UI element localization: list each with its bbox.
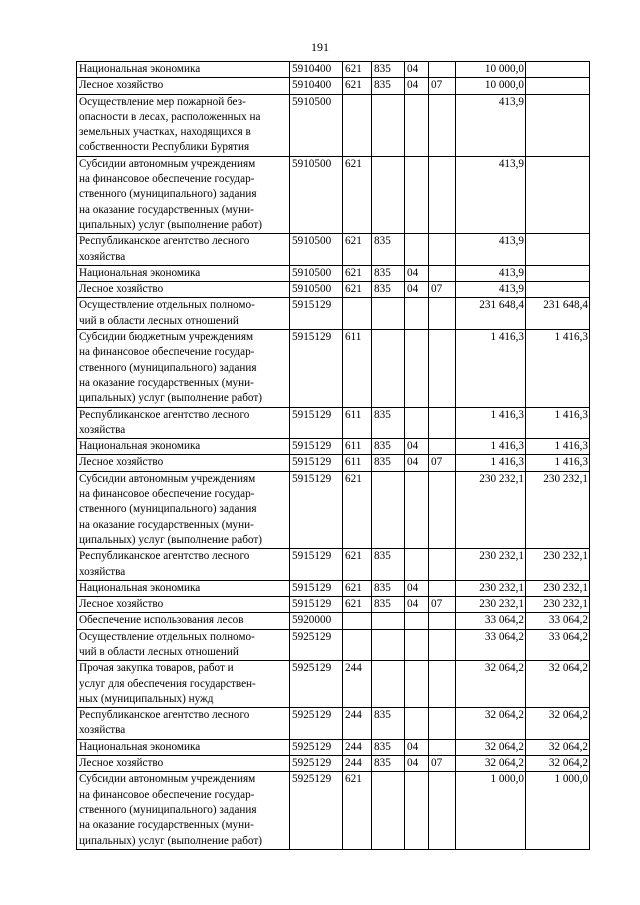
admin-code-cell: 835 bbox=[372, 62, 405, 78]
amount-subvention-cell: 32 064,2 bbox=[526, 708, 590, 740]
subsection-cell bbox=[429, 156, 456, 233]
amount-cell: 230 232,1 bbox=[456, 471, 526, 548]
table-row bbox=[77, 708, 590, 740]
subsection-cell bbox=[429, 407, 456, 439]
amount-cell: 230 232,1 bbox=[456, 580, 526, 596]
row-name-cell: Обеспечение использования лесов bbox=[77, 613, 290, 629]
target-article-cell: 5925129 bbox=[290, 772, 343, 849]
admin-code-cell: 835 bbox=[372, 455, 405, 471]
expense-type-cell: 621 bbox=[343, 78, 372, 94]
admin-code-cell bbox=[372, 613, 405, 629]
target-article-cell: 5915129 bbox=[290, 549, 343, 581]
target-article-cell: 5915129 bbox=[290, 471, 343, 548]
table-row bbox=[77, 629, 590, 661]
target-article-cell: 5915129 bbox=[290, 330, 343, 407]
subsection-cell bbox=[429, 629, 456, 661]
expense-type-cell: 621 bbox=[343, 597, 372, 613]
expense-type-cell bbox=[343, 298, 372, 330]
table-body bbox=[77, 62, 590, 850]
subsection-cell bbox=[429, 708, 456, 740]
expense-type-cell: 621 bbox=[343, 156, 372, 233]
amount-subvention-cell: 1 416,3 bbox=[526, 407, 590, 439]
target-article-cell: 5910400 bbox=[290, 78, 343, 94]
amount-cell: 1 416,3 bbox=[456, 439, 526, 455]
section-cell bbox=[405, 708, 429, 740]
target-article-cell: 5925129 bbox=[290, 739, 343, 755]
admin-code-cell: 835 bbox=[372, 756, 405, 772]
expense-type-cell bbox=[343, 613, 372, 629]
section-cell: 04 bbox=[405, 739, 429, 755]
target-article-cell: 5910500 bbox=[290, 156, 343, 233]
amount-subvention-cell: 230 232,1 bbox=[526, 597, 590, 613]
subsection-cell bbox=[429, 661, 456, 708]
admin-code-cell bbox=[372, 298, 405, 330]
subsection-cell bbox=[429, 234, 456, 266]
table-row bbox=[77, 265, 590, 281]
table-row bbox=[77, 661, 590, 708]
amount-cell: 413,9 bbox=[456, 265, 526, 281]
row-name-cell: Лесное хозяйство bbox=[77, 597, 290, 613]
row-name-cell: Лесное хозяйство bbox=[77, 282, 290, 298]
table-row bbox=[77, 330, 590, 407]
section-cell: 04 bbox=[405, 756, 429, 772]
row-name-cell: Лесное хозяйство bbox=[77, 756, 290, 772]
admin-code-cell: 835 bbox=[372, 439, 405, 455]
amount-cell: 1 416,3 bbox=[456, 330, 526, 407]
amount-subvention-cell: 1 000,0 bbox=[526, 772, 590, 849]
section-cell bbox=[405, 156, 429, 233]
amount-subvention-cell: 1 416,3 bbox=[526, 330, 590, 407]
admin-code-cell bbox=[372, 94, 405, 156]
target-article-cell: 5920000 bbox=[290, 613, 343, 629]
amount-cell: 413,9 bbox=[456, 282, 526, 298]
table-row bbox=[77, 78, 590, 94]
admin-code-cell bbox=[372, 772, 405, 849]
target-article-cell: 5915129 bbox=[290, 455, 343, 471]
section-cell bbox=[405, 298, 429, 330]
expense-type-cell: 621 bbox=[343, 265, 372, 281]
row-name-cell: Национальная экономика bbox=[77, 265, 290, 281]
row-name-cell: Национальная экономика bbox=[77, 580, 290, 596]
expense-type-cell: 611 bbox=[343, 330, 372, 407]
row-name-cell: Осуществление отдельных полномо- чий в области лесных отношений bbox=[77, 298, 290, 330]
admin-code-cell: 835 bbox=[372, 78, 405, 94]
section-cell: 04 bbox=[405, 455, 429, 471]
amount-cell: 230 232,1 bbox=[456, 597, 526, 613]
admin-code-cell bbox=[372, 471, 405, 548]
amount-cell: 231 648,4 bbox=[456, 298, 526, 330]
admin-code-cell bbox=[372, 629, 405, 661]
amount-subvention-cell: 33 064,2 bbox=[526, 629, 590, 661]
table-row bbox=[77, 471, 590, 548]
section-cell bbox=[405, 407, 429, 439]
target-article-cell: 5910500 bbox=[290, 282, 343, 298]
row-name-cell: Субсидии автономным учреждениям на финансовое обеспечение государ- ственного (муниципального) задания на оказание государственных (муни- ципальных) услуг (выполнение работ) bbox=[77, 156, 290, 233]
table-row bbox=[77, 549, 590, 581]
expense-type-cell: 244 bbox=[343, 739, 372, 755]
expense-type-cell bbox=[343, 94, 372, 156]
subsection-cell: 07 bbox=[429, 756, 456, 772]
row-name-cell: Республиканское агентство лесного хозяйства bbox=[77, 407, 290, 439]
row-name-cell: Национальная экономика bbox=[77, 62, 290, 78]
table-row bbox=[77, 282, 590, 298]
amount-cell: 32 064,2 bbox=[456, 756, 526, 772]
table-row bbox=[77, 756, 590, 772]
section-cell: 04 bbox=[405, 597, 429, 613]
budget-table bbox=[76, 61, 590, 850]
admin-code-cell: 835 bbox=[372, 234, 405, 266]
admin-code-cell bbox=[372, 330, 405, 407]
amount-subvention-cell: 33 064,2 bbox=[526, 613, 590, 629]
section-cell bbox=[405, 629, 429, 661]
row-name-cell: Лесное хозяйство bbox=[77, 78, 290, 94]
amount-subvention-cell: 32 064,2 bbox=[526, 661, 590, 708]
amount-subvention-cell bbox=[526, 234, 590, 266]
admin-code-cell: 835 bbox=[372, 265, 405, 281]
expense-type-cell: 621 bbox=[343, 471, 372, 548]
table-row bbox=[77, 439, 590, 455]
amount-subvention-cell: 231 648,4 bbox=[526, 298, 590, 330]
target-article-cell: 5925129 bbox=[290, 629, 343, 661]
table-row bbox=[77, 94, 590, 156]
row-name-cell: Осуществление мер пожарной без- опасности в лесах, расположенных на земельных участках, находящихся в собственности Республики Бурятия bbox=[77, 94, 290, 156]
section-cell bbox=[405, 772, 429, 849]
subsection-cell bbox=[429, 739, 456, 755]
amount-cell: 10 000,0 bbox=[456, 62, 526, 78]
amount-cell: 32 064,2 bbox=[456, 708, 526, 740]
amount-subvention-cell bbox=[526, 94, 590, 156]
table-row bbox=[77, 739, 590, 755]
subsection-cell bbox=[429, 613, 456, 629]
amount-cell: 413,9 bbox=[456, 94, 526, 156]
amount-subvention-cell bbox=[526, 282, 590, 298]
target-article-cell: 5910500 bbox=[290, 265, 343, 281]
row-name-cell: Субсидии бюджетным учреждениям на финансовое обеспечение государ- ственного (муниципального) задания на оказание государственных (муни- ципальных) услуг (выполнение работ) bbox=[77, 330, 290, 407]
amount-cell: 1 416,3 bbox=[456, 455, 526, 471]
admin-code-cell: 835 bbox=[372, 597, 405, 613]
section-cell bbox=[405, 661, 429, 708]
section-cell: 04 bbox=[405, 265, 429, 281]
amount-subvention-cell: 1 416,3 bbox=[526, 455, 590, 471]
section-cell bbox=[405, 613, 429, 629]
subsection-cell bbox=[429, 265, 456, 281]
section-cell: 04 bbox=[405, 282, 429, 298]
amount-subvention-cell: 32 064,2 bbox=[526, 756, 590, 772]
subsection-cell bbox=[429, 439, 456, 455]
target-article-cell: 5915129 bbox=[290, 298, 343, 330]
row-name-cell: Национальная экономика bbox=[77, 439, 290, 455]
amount-cell: 1 000,0 bbox=[456, 772, 526, 849]
subsection-cell: 07 bbox=[429, 282, 456, 298]
section-cell bbox=[405, 234, 429, 266]
table-row bbox=[77, 62, 590, 78]
row-name-cell: Осуществление отдельных полномо- чий в области лесных отношений bbox=[77, 629, 290, 661]
expense-type-cell: 621 bbox=[343, 549, 372, 581]
amount-subvention-cell: 230 232,1 bbox=[526, 549, 590, 581]
row-name-cell: Субсидии автономным учреждениям на финансовое обеспечение государ- ственного (муниципального) задания на оказание государственных (муни- ципальных) услуг (выполнение работ) bbox=[77, 471, 290, 548]
amount-cell: 413,9 bbox=[456, 234, 526, 266]
row-name-cell: Республиканское агентство лесного хозяйства bbox=[77, 708, 290, 740]
table-row bbox=[77, 455, 590, 471]
target-article-cell: 5910500 bbox=[290, 234, 343, 266]
table-row bbox=[77, 580, 590, 596]
target-article-cell: 5925129 bbox=[290, 756, 343, 772]
row-name-cell: Прочая закупка товаров, работ и услуг для обеспечения государствен- ных (муниципальных) нужд bbox=[77, 661, 290, 708]
section-cell bbox=[405, 549, 429, 581]
target-article-cell: 5910500 bbox=[290, 94, 343, 156]
expense-type-cell bbox=[343, 629, 372, 661]
subsection-cell bbox=[429, 330, 456, 407]
target-article-cell: 5915129 bbox=[290, 439, 343, 455]
amount-cell: 230 232,1 bbox=[456, 549, 526, 581]
target-article-cell: 5915129 bbox=[290, 580, 343, 596]
amount-subvention-cell bbox=[526, 62, 590, 78]
admin-code-cell bbox=[372, 156, 405, 233]
admin-code-cell: 835 bbox=[372, 282, 405, 298]
section-cell bbox=[405, 330, 429, 407]
amount-subvention-cell bbox=[526, 156, 590, 233]
admin-code-cell: 835 bbox=[372, 739, 405, 755]
expense-type-cell: 621 bbox=[343, 772, 372, 849]
expense-type-cell: 611 bbox=[343, 407, 372, 439]
table-row bbox=[77, 156, 590, 233]
expense-type-cell: 244 bbox=[343, 756, 372, 772]
expense-type-cell: 244 bbox=[343, 708, 372, 740]
table-row bbox=[77, 597, 590, 613]
section-cell bbox=[405, 471, 429, 548]
amount-cell: 32 064,2 bbox=[456, 739, 526, 755]
expense-type-cell: 611 bbox=[343, 439, 372, 455]
section-cell: 04 bbox=[405, 78, 429, 94]
expense-type-cell: 244 bbox=[343, 661, 372, 708]
admin-code-cell bbox=[372, 661, 405, 708]
table-row bbox=[77, 298, 590, 330]
expense-type-cell: 621 bbox=[343, 282, 372, 298]
section-cell bbox=[405, 94, 429, 156]
amount-subvention-cell: 230 232,1 bbox=[526, 580, 590, 596]
target-article-cell: 5925129 bbox=[290, 661, 343, 708]
table-row bbox=[77, 407, 590, 439]
admin-code-cell: 835 bbox=[372, 580, 405, 596]
target-article-cell: 5925129 bbox=[290, 708, 343, 740]
target-article-cell: 5915129 bbox=[290, 597, 343, 613]
target-article-cell: 5915129 bbox=[290, 407, 343, 439]
table-row bbox=[77, 772, 590, 849]
amount-subvention-cell: 230 232,1 bbox=[526, 471, 590, 548]
amount-subvention-cell bbox=[526, 78, 590, 94]
subsection-cell: 07 bbox=[429, 597, 456, 613]
subsection-cell bbox=[429, 94, 456, 156]
row-name-cell: Республиканское агентство лесного хозяйства bbox=[77, 549, 290, 581]
subsection-cell bbox=[429, 62, 456, 78]
target-article-cell: 5910400 bbox=[290, 62, 343, 78]
subsection-cell bbox=[429, 772, 456, 849]
section-cell: 04 bbox=[405, 439, 429, 455]
subsection-cell: 07 bbox=[429, 78, 456, 94]
section-cell: 04 bbox=[405, 580, 429, 596]
expense-type-cell: 611 bbox=[343, 455, 372, 471]
row-name-cell: Субсидии автономным учреждениям на финансовое обеспечение государ- ственного (муниципального) задания на оказание государственных (муни- ципальных) услуг (выполнение работ) bbox=[77, 772, 290, 849]
subsection-cell: 07 bbox=[429, 455, 456, 471]
amount-subvention-cell: 1 416,3 bbox=[526, 439, 590, 455]
page-number: 191 bbox=[311, 40, 329, 54]
admin-code-cell: 835 bbox=[372, 708, 405, 740]
expense-type-cell: 621 bbox=[343, 234, 372, 266]
subsection-cell bbox=[429, 580, 456, 596]
amount-cell: 1 416,3 bbox=[456, 407, 526, 439]
amount-subvention-cell: 32 064,2 bbox=[526, 739, 590, 755]
expense-type-cell: 621 bbox=[343, 62, 372, 78]
amount-cell: 10 000,0 bbox=[456, 78, 526, 94]
section-cell: 04 bbox=[405, 62, 429, 78]
row-name-cell: Республиканское агентство лесного хозяйства bbox=[77, 234, 290, 266]
table-row bbox=[77, 234, 590, 266]
subsection-cell bbox=[429, 298, 456, 330]
row-name-cell: Национальная экономика bbox=[77, 739, 290, 755]
amount-cell: 33 064,2 bbox=[456, 613, 526, 629]
subsection-cell bbox=[429, 471, 456, 548]
amount-cell: 32 064,2 bbox=[456, 661, 526, 708]
amount-subvention-cell bbox=[526, 265, 590, 281]
subsection-cell bbox=[429, 549, 456, 581]
expense-type-cell: 621 bbox=[343, 580, 372, 596]
admin-code-cell: 835 bbox=[372, 549, 405, 581]
admin-code-cell: 835 bbox=[372, 407, 405, 439]
table-row bbox=[77, 613, 590, 629]
row-name-cell: Лесное хозяйство bbox=[77, 455, 290, 471]
amount-cell: 33 064,2 bbox=[456, 629, 526, 661]
amount-cell: 413,9 bbox=[456, 156, 526, 233]
